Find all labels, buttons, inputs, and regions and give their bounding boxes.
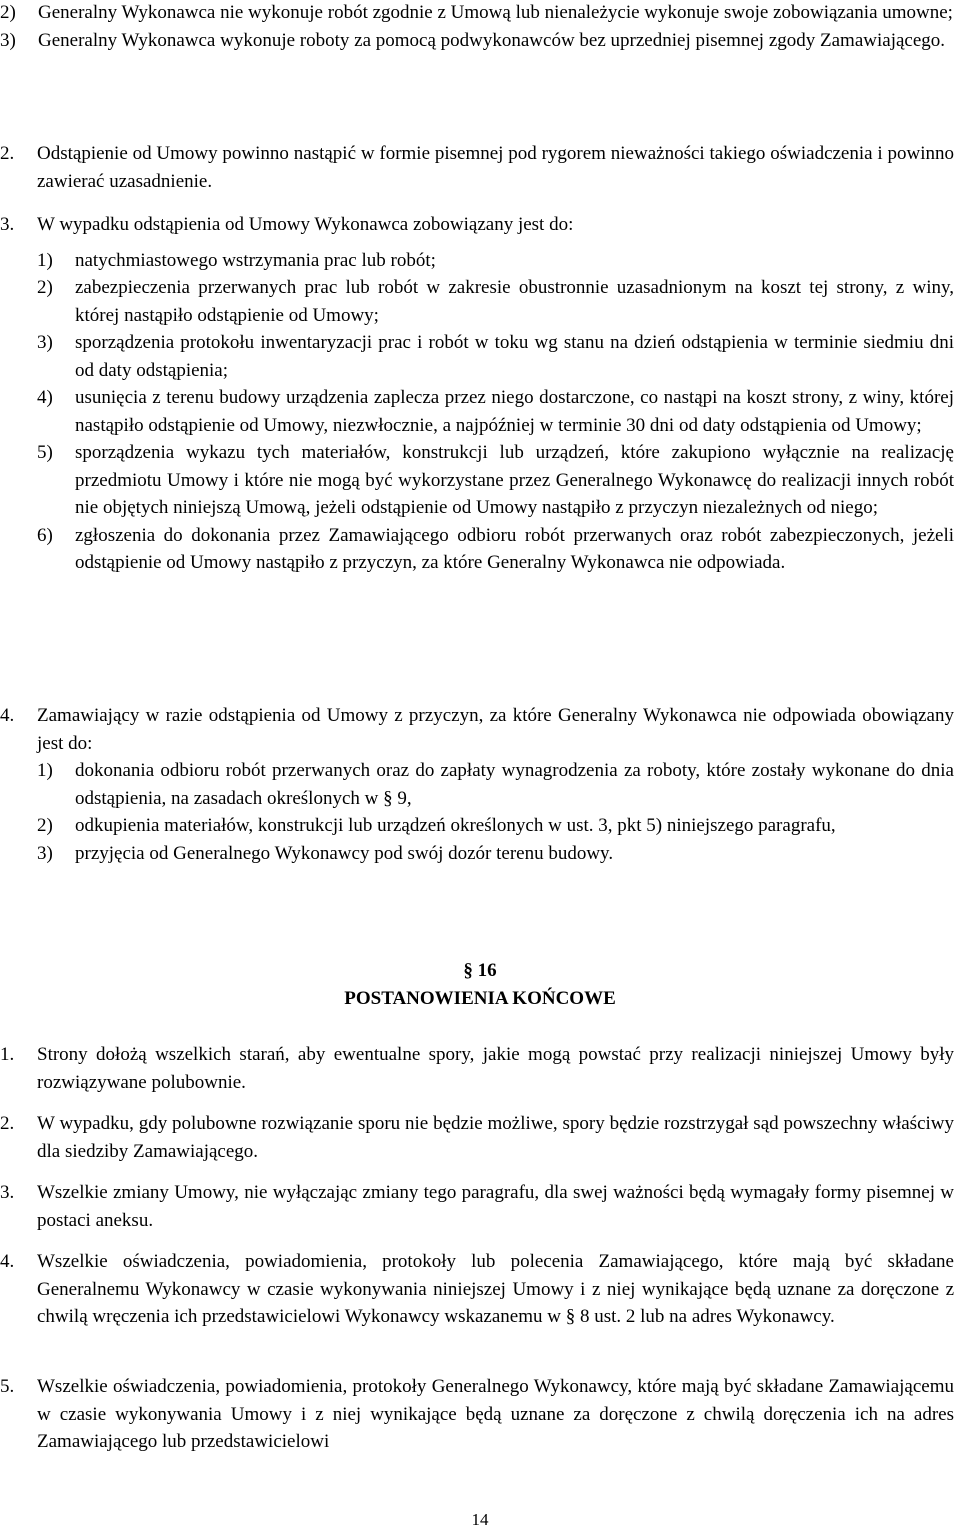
section-text: Wszelkie oświadczenia, powiadomienia, protokoły lub polecenia Zamawiającego, które mają być składane Generalnemu Wykonawcy w czasie wykonywania niniejszej Umowy i z niej wynikające będą uznane za doręczone z chwilą wręczenia ich przedstawicielowi Wykonawcy wskazanemu w § 8 ust. 2 lub na adres Wykonawcy. — [37, 1251, 954, 1327]
paragraph-number: § 16 — [463, 960, 497, 981]
list-item-text: sporządzenia protokołu inwentaryzacji prac i robót w toku wg stanu na dzień odstąpienia w terminie siedmiu dni od daty odstąpienia; — [75, 332, 954, 381]
list-item-number: 6) — [37, 524, 53, 546]
list-item-number: 2) — [37, 815, 53, 836]
section-2 — [0, 140, 954, 195]
list-item — [37, 274, 954, 329]
list-item-text: natychmiastowego wstrzymania prac lub robót; — [75, 249, 436, 271]
list-item-text: Generalny Wykonawca wykonuje roboty za pomocą podwykonawców bez uprzedniej pisemnej zgody Zamawiającego. — [38, 29, 946, 51]
list-item — [37, 329, 954, 384]
list-item — [37, 384, 954, 439]
section-text: Wszelkie zmiany Umowy, nie wyłączając zmiany tego paragrafu, dla swej ważności będą wymagały formy pisemnej w postaci aneksu. — [37, 1182, 954, 1231]
final-section-item — [0, 1110, 954, 1165]
section-number: 3. — [0, 214, 15, 235]
section-text: W wypadku, gdy polubowne rozwiązanie sporu nie będzie możliwe, spory będzie rozstrzygał sąd powszechny właściwy dla siedziby Zamawiającego. — [37, 1113, 954, 1162]
continuation-list — [0, 0, 954, 54]
list-item — [37, 439, 954, 522]
list-item-number: 2) — [37, 277, 53, 298]
list-item-number: 3) — [37, 842, 53, 864]
final-section-1 — [0, 1041, 954, 1096]
section-heading: POSTANOWIENIA KOŃCOWE — [344, 988, 616, 1009]
list-item — [37, 812, 954, 840]
list-item-text: dokonania odbioru robót przerwanych oraz do zapłaty wynagrodzenia za roboty, które zostały wykonane do dnia odstąpienia, na zasadach określonych w § 9, — [75, 760, 954, 809]
final-section-item — [0, 1179, 954, 1234]
final-section-item — [0, 1373, 954, 1456]
final-section-5 — [0, 1373, 954, 1456]
section-4-list — [37, 757, 954, 867]
list-item-text: sporządzenia wykazu tych materiałów, konstrukcji lub urządzeń, które zakupiono wyłącznie na realizację przedmiotu Umowy i które nie mogą być wykorzystane przez Generalnego Wykonawcę do realizacji innych robót nie objętych niniejszą Umową, jeżeli odstąpienie od Umowy nastąpiło z przyczyn niezależnych od niego; — [75, 442, 954, 518]
list-item — [37, 247, 954, 275]
list-item-number: 4) — [37, 387, 53, 408]
list-item-number: 5) — [37, 442, 53, 463]
section-number: 2. — [0, 1113, 15, 1134]
section-3-item — [0, 211, 954, 239]
list-item — [37, 840, 954, 868]
list-item-text: zabezpieczenia przerwanych prac lub robót w zakresie obustronnie uzasadnionym na koszt tej strony, z winy, której nastąpiło odstąpienie od Umowy; — [75, 277, 954, 326]
final-section-item — [0, 1041, 954, 1096]
list-item — [0, 0, 954, 27]
section-number: 2. — [0, 143, 15, 164]
final-section-3 — [0, 1179, 954, 1234]
list-item-text: przyjęcia od Generalnego Wykonawcy pod swój dozór terenu budowy. — [75, 842, 614, 864]
list-item-text: Generalny Wykonawca nie wykonuje robót zgodnie z Umową lub nienależycie wykonuje swoje zobowiązania umowne; — [38, 2, 953, 23]
list-item-number: 1) — [37, 760, 53, 781]
section-number: 4. — [0, 1251, 15, 1272]
section-number: 5. — [0, 1376, 15, 1397]
section-text: W wypadku odstąpienia od Umowy Wykonawca zobowiązany jest do: — [37, 214, 574, 235]
final-section-2 — [0, 1110, 954, 1165]
list-item-number: 2) — [0, 2, 16, 23]
section-3 — [0, 211, 954, 577]
section-text: Odstąpienie od Umowy powinno nastąpić w formie pisemnej pod rygorem nieważności takiego oświadczenia i powinno zawierać uzasadnienie. — [37, 143, 954, 192]
section-text: Wszelkie oświadczenia, powiadomienia, protokoły Generalnego Wykonawcy, które mają być składane Zamawiającemu w czasie wykonywania Umowy i z niej wynikające będą uznane za doręczone z chwilą doręczenia ich na adres Zamawiającego lub przedstawicielowi — [37, 1376, 954, 1452]
section-number: 4. — [0, 705, 15, 726]
list-item-text: usunięcia z terenu budowy urządzenia zaplecza przez niego dostarczone, co nastąpi na koszt strony, z winy, której nastąpiło odstąpienie od Umowy, niezwłocznie, a najpóźniej w terminie 30 dni od daty odstąpienia od Umowy; — [75, 387, 954, 436]
list-item — [37, 757, 954, 812]
section-number: 1. — [0, 1044, 15, 1065]
section-4 — [0, 702, 954, 867]
section-text: Strony dołożą wszelkich starań, aby ewentualne spory, jakie mogą powstać przy realizacji niniejszej Umowy były rozwiązywane polubownie. — [37, 1044, 954, 1093]
final-section-item — [0, 1248, 954, 1331]
section-number: 3. — [0, 1182, 15, 1203]
section-4-item — [0, 702, 954, 757]
final-section-4 — [0, 1248, 954, 1331]
section-3-list — [37, 247, 954, 577]
list-item-number: 1) — [37, 249, 53, 271]
section-2-item — [0, 140, 954, 195]
list-item-number: 3) — [37, 332, 53, 353]
list-item-number: 3) — [0, 29, 16, 51]
section-text: Zamawiający w razie odstąpienia od Umowy z przyczyn, za które Generalny Wykonawca nie odpowiada obowiązany jest do: — [37, 705, 954, 754]
list-item-text: zgłoszenia do dokonania przez Zamawiającego odbioru robót przerwanych oraz robót zabezpieczonych, jeżeli odstąpienie od Umowy nastąpiło z przyczyn, za które Generalny Wykonawca nie odpowiada. — [75, 524, 954, 573]
list-item-text: odkupienia materiałów, konstrukcji lub urządzeń określonych w ust. 3, pkt 5) niniejszego paragrafu, — [75, 815, 836, 836]
page-number: 14 — [471, 1510, 489, 1529]
list-item — [37, 522, 954, 577]
list-item — [0, 27, 954, 55]
